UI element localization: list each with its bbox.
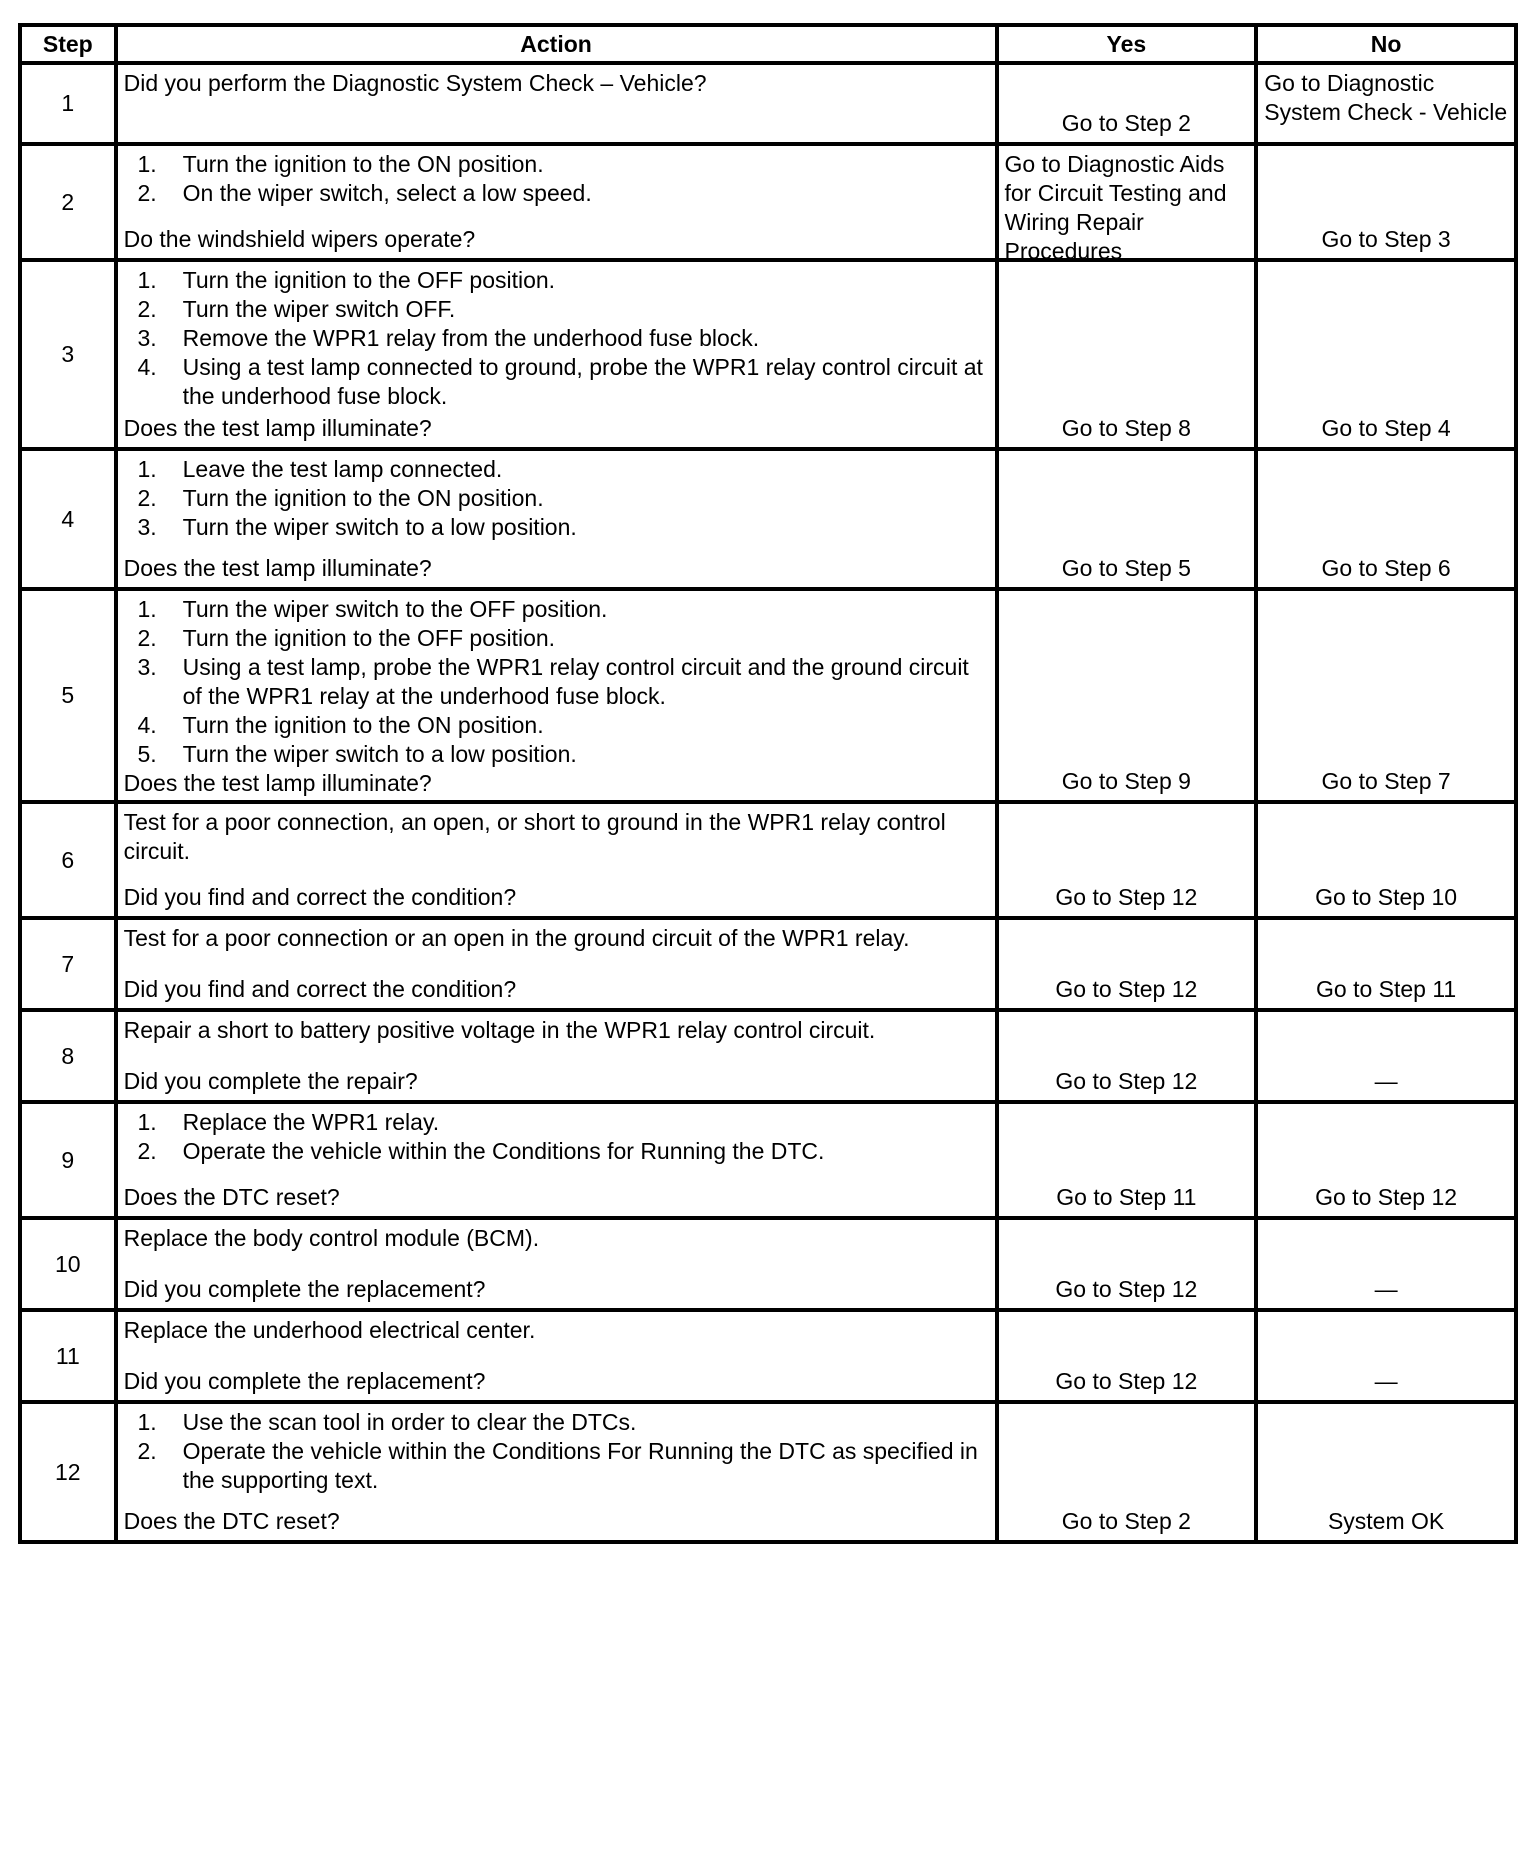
action-step-item xyxy=(124,179,989,208)
action-steps-list xyxy=(124,150,989,208)
action-step-item xyxy=(124,484,989,513)
action-step-text: On the wiper switch, select a low speed. xyxy=(182,180,592,206)
table-row xyxy=(20,1010,1516,1102)
action-step-item xyxy=(124,1108,989,1137)
no-cell xyxy=(1256,1310,1516,1402)
step-number: 7 xyxy=(20,918,116,1010)
action-question: Do the windshield wipers operate? xyxy=(123,226,476,252)
action-step-number: 2. xyxy=(137,180,157,206)
action-cell xyxy=(116,589,997,802)
no-cell xyxy=(1256,589,1516,802)
action-step-text: Turn the ignition to the ON position. xyxy=(182,712,544,738)
yes-answer: Go to Step 5 xyxy=(1061,555,1191,581)
yes-cell xyxy=(997,1310,1257,1402)
yes-answer: Go to Step 12 xyxy=(1055,884,1198,910)
action-step-text: Using a test lamp connected to ground, probe the WPR1 relay control circuit at the underhood fuse block. xyxy=(182,354,983,409)
action-step-item xyxy=(124,324,989,353)
no-answer: Go to Step 3 xyxy=(1321,226,1451,252)
table-row xyxy=(20,1310,1516,1402)
no-answer: — xyxy=(1374,1368,1398,1394)
header-row xyxy=(20,25,1516,63)
action-instruction: Repair a short to battery positive voltage in the WPR1 relay control circuit. xyxy=(123,1017,876,1043)
yes-answer: Go to Step 12 xyxy=(1055,976,1198,1002)
action-step-item xyxy=(124,1137,989,1166)
no-cell xyxy=(1256,449,1516,589)
yes-cell xyxy=(997,260,1257,449)
action-cell xyxy=(116,1218,997,1310)
header-no: No xyxy=(1256,25,1516,63)
action-instruction: Did you perform the Diagnostic System Check – Vehicle? xyxy=(123,70,707,96)
yes-cell xyxy=(997,918,1257,1010)
no-answer: Go to Step 10 xyxy=(1315,884,1458,910)
yes-answer: Go to Step 2 xyxy=(1061,1508,1191,1534)
no-answer: Go to Step 4 xyxy=(1321,415,1451,441)
action-step-text: Using a test lamp, probe the WPR1 relay control circuit and the ground circuit of the WPR1 relay at the underhood fuse block. xyxy=(182,654,969,709)
action-step-text: Turn the wiper switch to a low position. xyxy=(182,514,577,540)
action-question: Did you find and correct the condition? xyxy=(123,884,517,910)
no-answer: — xyxy=(1374,1276,1398,1302)
no-cell xyxy=(1256,802,1516,918)
action-step-text: Operate the vehicle within the Conditions for Running the DTC. xyxy=(182,1138,825,1164)
action-step-text: Turn the ignition to the ON position. xyxy=(182,151,544,177)
yes-cell xyxy=(997,144,1257,264)
table-row xyxy=(20,144,1516,260)
yes-cell xyxy=(997,1218,1257,1310)
yes-cell xyxy=(997,449,1257,589)
step-number: 12 xyxy=(20,1402,116,1542)
action-step-item xyxy=(124,513,989,542)
action-steps-list xyxy=(124,595,989,769)
step-number: 10 xyxy=(20,1218,116,1310)
action-cell xyxy=(116,63,997,144)
step-number: 4 xyxy=(20,449,116,589)
action-step-number: 1. xyxy=(137,596,157,622)
no-answer: System OK xyxy=(1327,1508,1445,1534)
action-step-text: Turn the wiper switch to a low position. xyxy=(182,741,577,767)
step-number: 3 xyxy=(20,260,116,449)
action-step-item xyxy=(124,624,989,653)
action-step-number: 5. xyxy=(137,741,157,767)
action-step-number: 3. xyxy=(137,654,157,680)
action-step-text: Replace the WPR1 relay. xyxy=(182,1109,440,1135)
action-step-number: 2. xyxy=(137,1438,157,1464)
action-step-text: Operate the vehicle within the Conditions For Running the DTC as specified in the supporting text. xyxy=(182,1438,978,1493)
action-question: Did you complete the repair? xyxy=(123,1068,418,1094)
action-step-text: Turn the wiper switch to the OFF position. xyxy=(182,596,608,622)
no-answer: Go to Step 11 xyxy=(1316,976,1457,1002)
yes-answer: Go to Step 12 xyxy=(1055,1068,1198,1094)
action-cell xyxy=(116,802,997,918)
action-instruction: Replace the body control module (BCM). xyxy=(123,1225,540,1251)
no-cell xyxy=(1256,1102,1516,1218)
action-cell xyxy=(116,449,997,589)
yes-cell xyxy=(997,1102,1257,1218)
action-step-text: Turn the ignition to the ON position. xyxy=(182,485,544,511)
no-answer: Go to Step 7 xyxy=(1321,768,1451,794)
step-number: 2 xyxy=(20,144,116,260)
action-cell xyxy=(116,1010,997,1102)
action-cell xyxy=(116,1102,997,1218)
action-step-number: 2. xyxy=(137,1138,157,1164)
header-yes: Yes xyxy=(997,25,1257,63)
action-step-number: 3. xyxy=(137,514,157,540)
action-question: Does the test lamp illuminate? xyxy=(123,770,432,796)
action-steps-list xyxy=(124,1108,989,1166)
action-step-number: 4. xyxy=(137,354,157,380)
table-row xyxy=(20,260,1516,449)
action-cell xyxy=(116,918,997,1010)
action-step-item xyxy=(124,295,989,324)
action-step-number: 2. xyxy=(137,625,157,651)
action-step-number: 1. xyxy=(137,151,157,177)
action-step-item xyxy=(124,740,989,769)
action-cell xyxy=(116,1402,997,1542)
action-step-text: Turn the wiper switch OFF. xyxy=(182,296,456,322)
action-instruction: Replace the underhood electrical center. xyxy=(123,1317,536,1343)
no-cell xyxy=(1256,144,1516,260)
no-cell xyxy=(1256,1402,1516,1542)
yes-answer: Go to Step 12 xyxy=(1055,1276,1198,1302)
action-steps-list xyxy=(124,1408,989,1495)
action-steps-list xyxy=(124,455,989,542)
table-row xyxy=(20,589,1516,802)
action-instruction: Test for a poor connection, an open, or short to ground in the WPR1 relay control circuit. xyxy=(123,809,946,864)
no-cell xyxy=(1256,1218,1516,1310)
no-answer: Go to Step 6 xyxy=(1321,555,1451,581)
action-step-text: Use the scan tool in order to clear the DTCs. xyxy=(182,1409,637,1435)
action-step-item xyxy=(124,653,989,711)
no-answer: Go to Diagnostic System Check - Vehicle xyxy=(1264,70,1508,125)
action-question: Does the DTC reset? xyxy=(123,1508,340,1534)
step-number: 5 xyxy=(20,589,116,802)
yes-answer: Go to Step 11 xyxy=(1056,1184,1197,1210)
action-question: Does the test lamp illuminate? xyxy=(123,415,432,441)
step-number: 8 xyxy=(20,1010,116,1102)
action-step-item xyxy=(124,1408,989,1437)
action-cell xyxy=(116,144,997,260)
table-row xyxy=(20,1402,1516,1542)
header-step: Step xyxy=(20,25,116,63)
action-question: Did you complete the replacement? xyxy=(123,1276,486,1302)
yes-answer: Go to Step 12 xyxy=(1055,1368,1198,1394)
action-step-item xyxy=(124,150,989,179)
action-step-item xyxy=(124,353,989,411)
yes-answer: Go to Step 9 xyxy=(1061,768,1191,794)
yes-cell xyxy=(997,63,1257,144)
table-row xyxy=(20,1218,1516,1310)
action-question: Did you find and correct the condition? xyxy=(123,976,517,1002)
diagnostic-table xyxy=(18,23,1518,1544)
action-step-number: 4. xyxy=(137,712,157,738)
step-number: 1 xyxy=(20,63,116,144)
yes-cell xyxy=(997,1402,1257,1542)
table-row xyxy=(20,449,1516,589)
step-number: 6 xyxy=(20,802,116,918)
yes-answer: Go to Step 8 xyxy=(1061,415,1191,441)
action-step-number: 1. xyxy=(137,456,157,482)
table-row xyxy=(20,1102,1516,1218)
yes-cell xyxy=(997,589,1257,802)
action-step-number: 1. xyxy=(137,1109,157,1135)
table-row xyxy=(20,802,1516,918)
action-step-item xyxy=(124,595,989,624)
header-action: Action xyxy=(116,25,997,63)
action-question: Does the test lamp illuminate? xyxy=(123,555,432,581)
action-question: Does the DTC reset? xyxy=(123,1184,340,1210)
action-step-text: Leave the test lamp connected. xyxy=(182,456,503,482)
yes-answer: Go to Diagnostic Aids for Circuit Testing and Wiring Repair Procedures xyxy=(1004,151,1227,264)
action-steps-list xyxy=(124,266,989,411)
no-cell xyxy=(1256,63,1516,144)
action-step-number: 1. xyxy=(137,1409,157,1435)
action-cell xyxy=(116,1310,997,1402)
yes-cell xyxy=(997,1010,1257,1102)
action-step-number: 2. xyxy=(137,296,157,322)
action-question: Did you complete the replacement? xyxy=(123,1368,486,1394)
action-step-item xyxy=(124,455,989,484)
action-step-item xyxy=(124,1437,989,1495)
action-cell xyxy=(116,260,997,449)
action-step-text: Remove the WPR1 relay from the underhood fuse block. xyxy=(182,325,760,351)
action-instruction: Test for a poor connection or an open in the ground circuit of the WPR1 relay. xyxy=(123,925,910,951)
action-step-item xyxy=(124,266,989,295)
table-row xyxy=(20,918,1516,1010)
action-step-item xyxy=(124,711,989,740)
step-number: 11 xyxy=(20,1310,116,1402)
action-step-number: 2. xyxy=(137,485,157,511)
action-step-number: 3. xyxy=(137,325,157,351)
step-number: 9 xyxy=(20,1102,116,1218)
no-cell xyxy=(1256,260,1516,449)
no-answer: — xyxy=(1374,1068,1398,1094)
table-row xyxy=(20,63,1516,144)
action-step-text: Turn the ignition to the OFF position. xyxy=(182,625,556,651)
no-answer: Go to Step 12 xyxy=(1315,1184,1458,1210)
yes-answer: Go to Step 2 xyxy=(1061,110,1191,136)
no-cell xyxy=(1256,918,1516,1010)
action-step-number: 1. xyxy=(137,267,157,293)
action-step-text: Turn the ignition to the OFF position. xyxy=(182,267,556,293)
no-cell xyxy=(1256,1010,1516,1102)
yes-cell xyxy=(997,802,1257,918)
